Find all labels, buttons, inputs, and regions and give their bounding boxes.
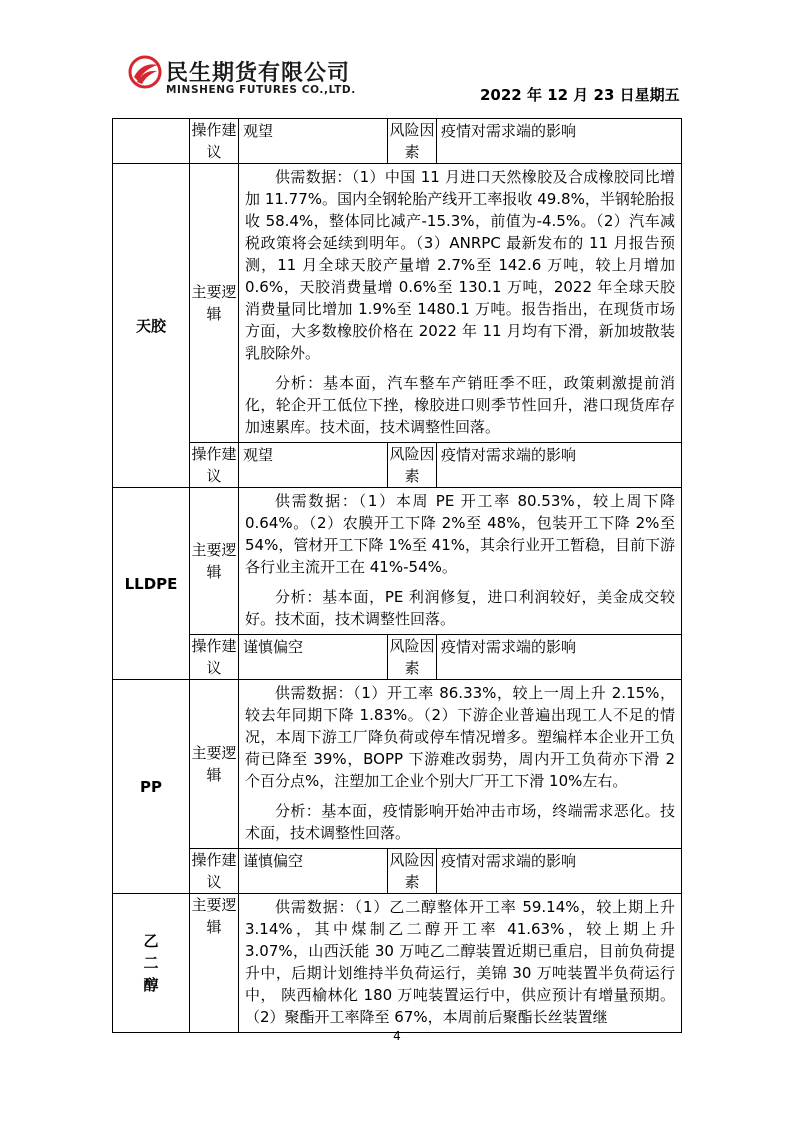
table-row bbox=[113, 119, 682, 164]
table-row bbox=[113, 443, 682, 488]
analysis-text: 分析：基本面，疫情影响开始冲击市场，终端需求恶化。技术面，技术调整性回落。 bbox=[245, 802, 675, 842]
commodity-name: PP bbox=[113, 680, 190, 894]
op-value: 谨慎偏空 bbox=[239, 849, 388, 894]
commodity-table bbox=[112, 118, 682, 1033]
table-row bbox=[113, 894, 682, 1033]
risk-value: 疫情对需求端的影响 bbox=[437, 443, 682, 488]
analysis-text: 分析：基本面，汽车整车产销旺季不旺，政策刺激提前消化，轮企开工低位下挫，橡胶进口则季节性回升，港口现货库存加速累库。技术面，技术调整性回落。 bbox=[245, 374, 675, 436]
op-value: 谨慎偏空 bbox=[239, 635, 388, 680]
table-row bbox=[113, 849, 682, 894]
risk-label: 风险因素 bbox=[388, 443, 437, 488]
logic-label: 主要逻辑 bbox=[190, 488, 239, 635]
op-value: 观望 bbox=[239, 119, 388, 164]
risk-value: 疫情对需求端的影响 bbox=[437, 635, 682, 680]
analysis-text: 分析：基本面，PE 利润修复，进口利润较好，美金成交较好。技术面，技术调整性回落。 bbox=[245, 588, 675, 628]
logic-label: 主要逻辑 bbox=[190, 894, 239, 1033]
company-logo-icon bbox=[128, 55, 162, 89]
risk-label: 风险因素 bbox=[388, 849, 437, 894]
logic-content bbox=[239, 894, 682, 1033]
op-label: 操作建议 bbox=[190, 635, 239, 680]
op-label: 操作建议 bbox=[190, 849, 239, 894]
logic-content bbox=[239, 488, 682, 635]
logic-content bbox=[239, 680, 682, 849]
op-label: 操作建议 bbox=[190, 443, 239, 488]
risk-value: 疫情对需求端的影响 bbox=[437, 119, 682, 164]
supply-demand-text: 供需数据：（1）中国 11 月进口天然橡胶及合成橡胶同比增加 11.77%。国内全钢轮胎产线开工率报收 49.8%，半钢轮胎报收 58.4%，整体同比减产-15.3%，前值为-4.5%。（2）汽车减税政策将会延续到明年。（3）ANRPC 最新发布的 11 月报告预测，11 月全球天胶产量增 2.7%至 142.6 万吨，较上月增加 0.6%，天胶消费量增 0.6%至 130.1 万吨，2022 年全球天胶消费量同比增加 1.9%至 1480.1 万吨。报告指出，在现货市场方面，大多数橡胶价格在 2022 年 11 月均有下滑，新加坡散装乳胶除外。 bbox=[245, 168, 675, 362]
logic-content bbox=[239, 164, 682, 443]
commodity-name: 乙二醇 bbox=[113, 894, 190, 1033]
page-number: 4 bbox=[393, 1029, 401, 1043]
risk-label: 风险因素 bbox=[388, 119, 437, 164]
commodity-name: 天胶 bbox=[113, 164, 190, 488]
company-name-en: MINSHENG FUTURES CO.,LTD. bbox=[166, 84, 356, 96]
table-row bbox=[113, 635, 682, 680]
table-row bbox=[113, 164, 682, 443]
commodity-name: LLDPE bbox=[113, 488, 190, 680]
supply-demand-text: 供需数据：（1）开工率 86.33%，较上一周上升 2.15%，较去年同期下降 1.83%。（2）下游企业普遍出现工人不足的情况，本周下游工厂降负荷或停车情况增多。塑编样本企业开工负荷已降至 39%，BOPP 下游难改弱势，周内开工负荷亦下滑 2 个百分点%，注塑加工企业个别大厂开工下滑 10%左右。 bbox=[245, 684, 675, 790]
risk-label: 风险因素 bbox=[388, 635, 437, 680]
logic-label: 主要逻辑 bbox=[190, 164, 239, 443]
supply-demand-text: 供需数据：（1）乙二醇整体开工率 59.14%，较上期上升 3.14%，其中煤制乙二醇开工率 41.63%，较上期上升 3.07%，山西沃能 30 万吨乙二醇装置近期已重启，目前负荷提升中，后期计划维持半负荷运行，美锦 30 万吨装置半负荷运行中， 陕西榆林化 180 万吨装置运行中，供应预计有增量预期。（2）聚酯开工率降至 67%，本周前后聚酯长丝装置继 bbox=[245, 898, 675, 1026]
op-value: 观望 bbox=[239, 443, 388, 488]
supply-demand-text: 供需数据：（1）本周 PE 开工率 80.53%，较上周下降 0.64%。（2）农膜开工下降 2%至 48%，包装开工下降 2%至 54%，管材开工下降 1%至 41%，其余行业开工暂稳，目前下游各行业主流开工在 41%-54%。 bbox=[245, 492, 676, 576]
risk-value: 疫情对需求端的影响 bbox=[437, 849, 682, 894]
page-header bbox=[0, 0, 794, 118]
report-date: 2022 年 12 月 23 日星期五 bbox=[480, 86, 680, 104]
op-label: 操作建议 bbox=[190, 119, 239, 164]
table-row bbox=[113, 488, 682, 635]
table-row bbox=[113, 680, 682, 849]
company-name-cn: 民生期货有限公司 bbox=[166, 61, 351, 86]
logic-label: 主要逻辑 bbox=[190, 680, 239, 849]
